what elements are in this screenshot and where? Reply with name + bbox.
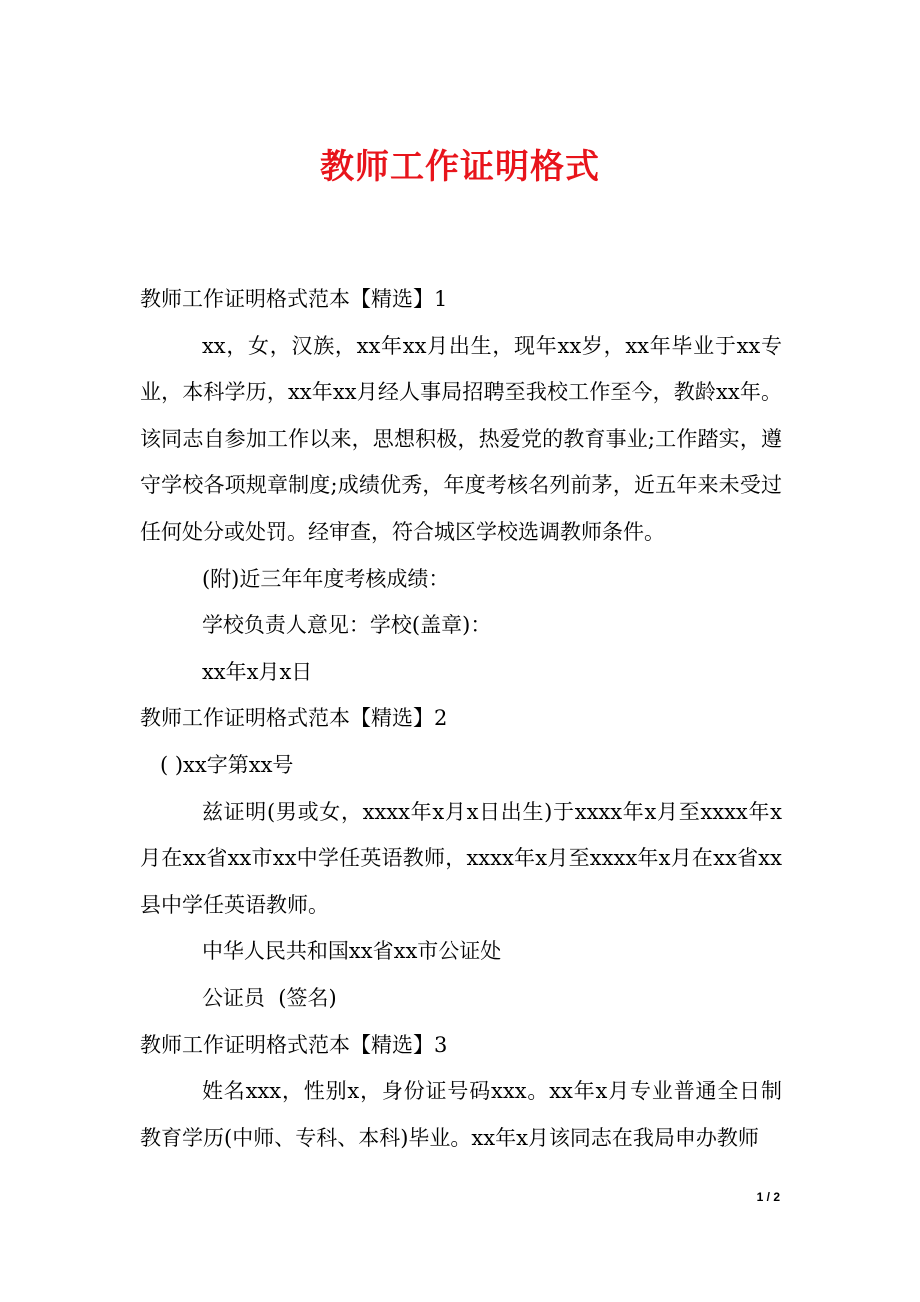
section-3-paragraph-1: 姓名xxx，性别x，身份证号码xxx。xx年x月专业普通全日制教育学历(中师、专科、本科)毕业。xx年x月该同志在我局申办教师	[140, 1079, 782, 1150]
section-2-paragraph-1: 兹证明(男或女，xxxx年x月x日出生)于xxxx年x月至xxxx年x月在xx省xx市xx中学任英语教师，xxxx年x月至xxxx年x月在xx省xx县中学任英语教师。	[140, 799, 782, 917]
section-1-paragraph-3: 学校负责人意见：学校(盖章)：	[201, 613, 492, 638]
section-2-ref-line: ( )xx字第xx号	[160, 752, 294, 777]
section-heading-2: 教师工作证明格式范本【精选】2	[140, 706, 448, 731]
section-1-paragraph-2: (附)近三年年度考核成绩：	[201, 566, 450, 591]
section-1-paragraph-1: xx，女，汉族，xx年xx月出生，现年xx岁，xx年毕业于xx专业，本科学历，xx年xx月经人事局招聘至我校工作至今，教龄xx年。该同志自参加工作以来，思想积极，热爱党的教育事业;工作踏实，遵守学校各项规章制度;成绩优秀，年度考核名列前茅，近五年来未受过任何处分或处罚。经审查，符合城区学校选调教师条件。	[140, 333, 782, 544]
document-title: 教师工作证明格式	[320, 147, 600, 187]
section-heading-1: 教师工作证明格式范本【精选】1	[140, 287, 448, 311]
section-2-paragraph-3: 公证员 (签名)	[201, 985, 337, 1010]
section-heading-3: 教师工作证明格式范本【精选】3	[140, 1032, 448, 1057]
section-2-paragraph-2: 中华人民共和国xx省xx市公证处	[201, 939, 502, 964]
section-1-date: xx年x月x日	[201, 659, 313, 684]
page-indicator: 1 / 2	[756, 1190, 780, 1204]
document-body	[140, 276, 782, 1161]
